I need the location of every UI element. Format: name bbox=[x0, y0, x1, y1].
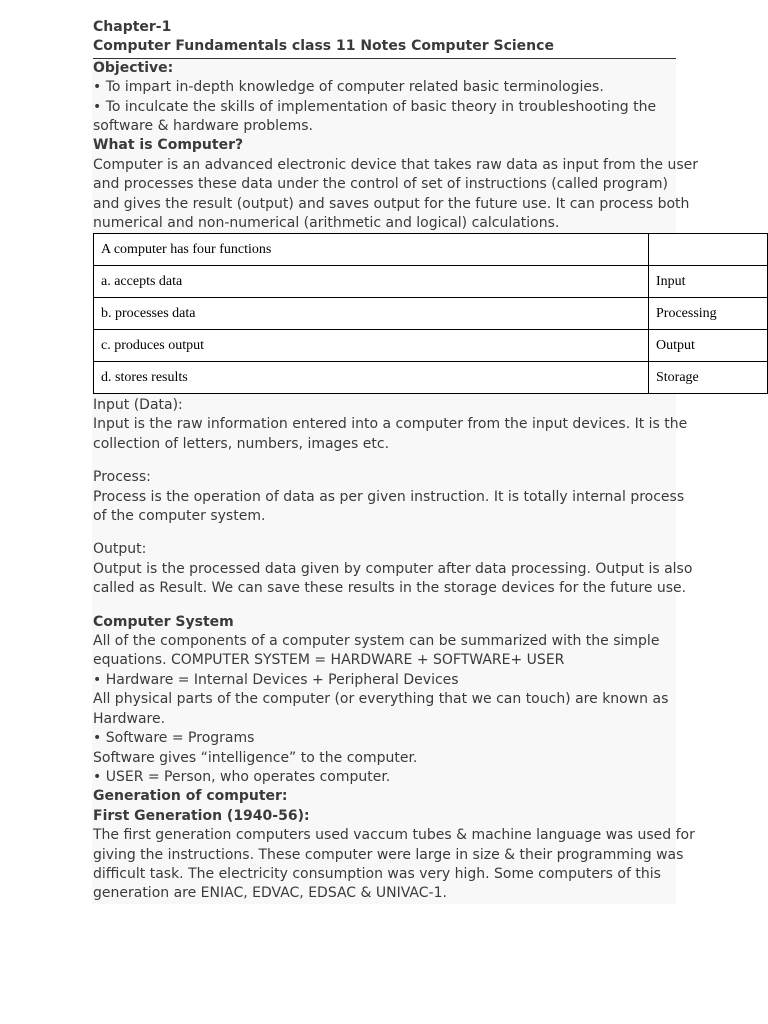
table-cell bbox=[649, 234, 768, 266]
paragraph-line: The first generation computers used vaccum tubes & machine language was used for bbox=[93, 827, 695, 844]
paragraph-line: Input is the raw information entered into a computer from the input devices. It is the bbox=[93, 416, 688, 433]
paragraph-line: and processes these data under the control of set of instructions (called program) bbox=[93, 176, 668, 193]
paragraph-line: Output is the processed data given by computer after data processing. Output is also bbox=[93, 560, 693, 577]
objective-bullet-2: • To inculcate the skills of implementation of basic theory in troubleshooting the bbox=[93, 98, 657, 115]
paragraph-line: numerical and non-numerical (arithmetic and logical) calculations. bbox=[93, 215, 560, 232]
paragraph-line: • USER = Person, who operates computer. bbox=[93, 768, 391, 785]
paragraph-line: generation are ENIAC, EDVAC, EDSAC & UNIVAC-1. bbox=[93, 885, 447, 902]
paragraph-line: Computer is an advanced electronic device that takes raw data as input from the user bbox=[93, 156, 699, 173]
table-header-row bbox=[94, 234, 768, 266]
objective-bullet-2-continued: software & hardware problems. bbox=[93, 118, 314, 135]
paragraph-line: Process is the operation of data as per given instruction. It is totally internal process bbox=[93, 488, 685, 505]
paragraph-line: giving the instructions. These computer were large in size & their programming was bbox=[93, 846, 684, 863]
paragraph-line: • Hardware = Internal Devices + Peripheral Devices bbox=[93, 671, 459, 688]
paragraph-line: equations. COMPUTER SYSTEM = HARDWARE + SOFTWARE+ USER bbox=[93, 652, 565, 669]
spacer bbox=[93, 454, 676, 468]
objective-heading: Objective: bbox=[93, 59, 174, 76]
table-row bbox=[94, 298, 768, 330]
first-generation-heading: First Generation (1940-56): bbox=[93, 807, 310, 824]
table-row bbox=[94, 266, 768, 298]
paragraph-line: called as Result. We can save these results in the storage devices for the future use. bbox=[93, 580, 687, 597]
paragraph-line: Hardware. bbox=[93, 710, 166, 727]
objective-bullet-1: • To impart in-depth knowledge of computer related basic terminologies. bbox=[93, 79, 604, 96]
document-upper-section bbox=[93, 18, 699, 233]
paragraph-line: and gives the result (output) and saves output for the future use. It can process both bbox=[93, 195, 690, 212]
table-row bbox=[94, 362, 768, 394]
table-cell: Input bbox=[649, 266, 768, 298]
computer-functions-table bbox=[93, 233, 768, 394]
paragraph-line: Software gives “intelligence” to the computer. bbox=[93, 749, 418, 766]
process-heading: Process: bbox=[93, 469, 151, 486]
paragraph-line: All physical parts of the computer (or everything that we can touch) are known as bbox=[93, 691, 669, 708]
paragraph-line: difficult task. The electricity consumption was very high. Some computers of this bbox=[93, 865, 661, 882]
paragraph-line: All of the components of a computer system can be summarized with the simple bbox=[93, 633, 660, 650]
table-cell: d. stores results bbox=[94, 362, 649, 394]
spacer bbox=[93, 599, 676, 613]
paragraph-line: • Software = Programs bbox=[93, 730, 255, 747]
spacer bbox=[93, 526, 676, 540]
table-cell: a. accepts data bbox=[94, 266, 649, 298]
table-cell: A computer has four functions bbox=[94, 234, 649, 266]
chapter-label: Chapter-1 bbox=[93, 19, 172, 35]
table-cell: c. produces output bbox=[94, 330, 649, 362]
table-cell: Output bbox=[649, 330, 768, 362]
paragraph-line: collection of letters, numbers, images etc. bbox=[93, 435, 390, 452]
table-cell: Processing bbox=[649, 298, 768, 330]
computer-system-heading: Computer System bbox=[93, 613, 234, 630]
paragraph-line: of the computer system. bbox=[93, 508, 266, 525]
table-cell: Storage bbox=[649, 362, 768, 394]
table-cell: b. processes data bbox=[94, 298, 649, 330]
document-title: Computer Fundamentals class 11 Notes Computer Science bbox=[93, 37, 676, 58]
document-lower-section bbox=[93, 396, 695, 904]
table-row bbox=[94, 330, 768, 362]
what-is-computer-heading: What is Computer? bbox=[93, 137, 244, 154]
generation-heading: Generation of computer: bbox=[93, 788, 288, 805]
input-heading: Input (Data): bbox=[93, 397, 183, 413]
output-heading: Output: bbox=[93, 541, 147, 558]
